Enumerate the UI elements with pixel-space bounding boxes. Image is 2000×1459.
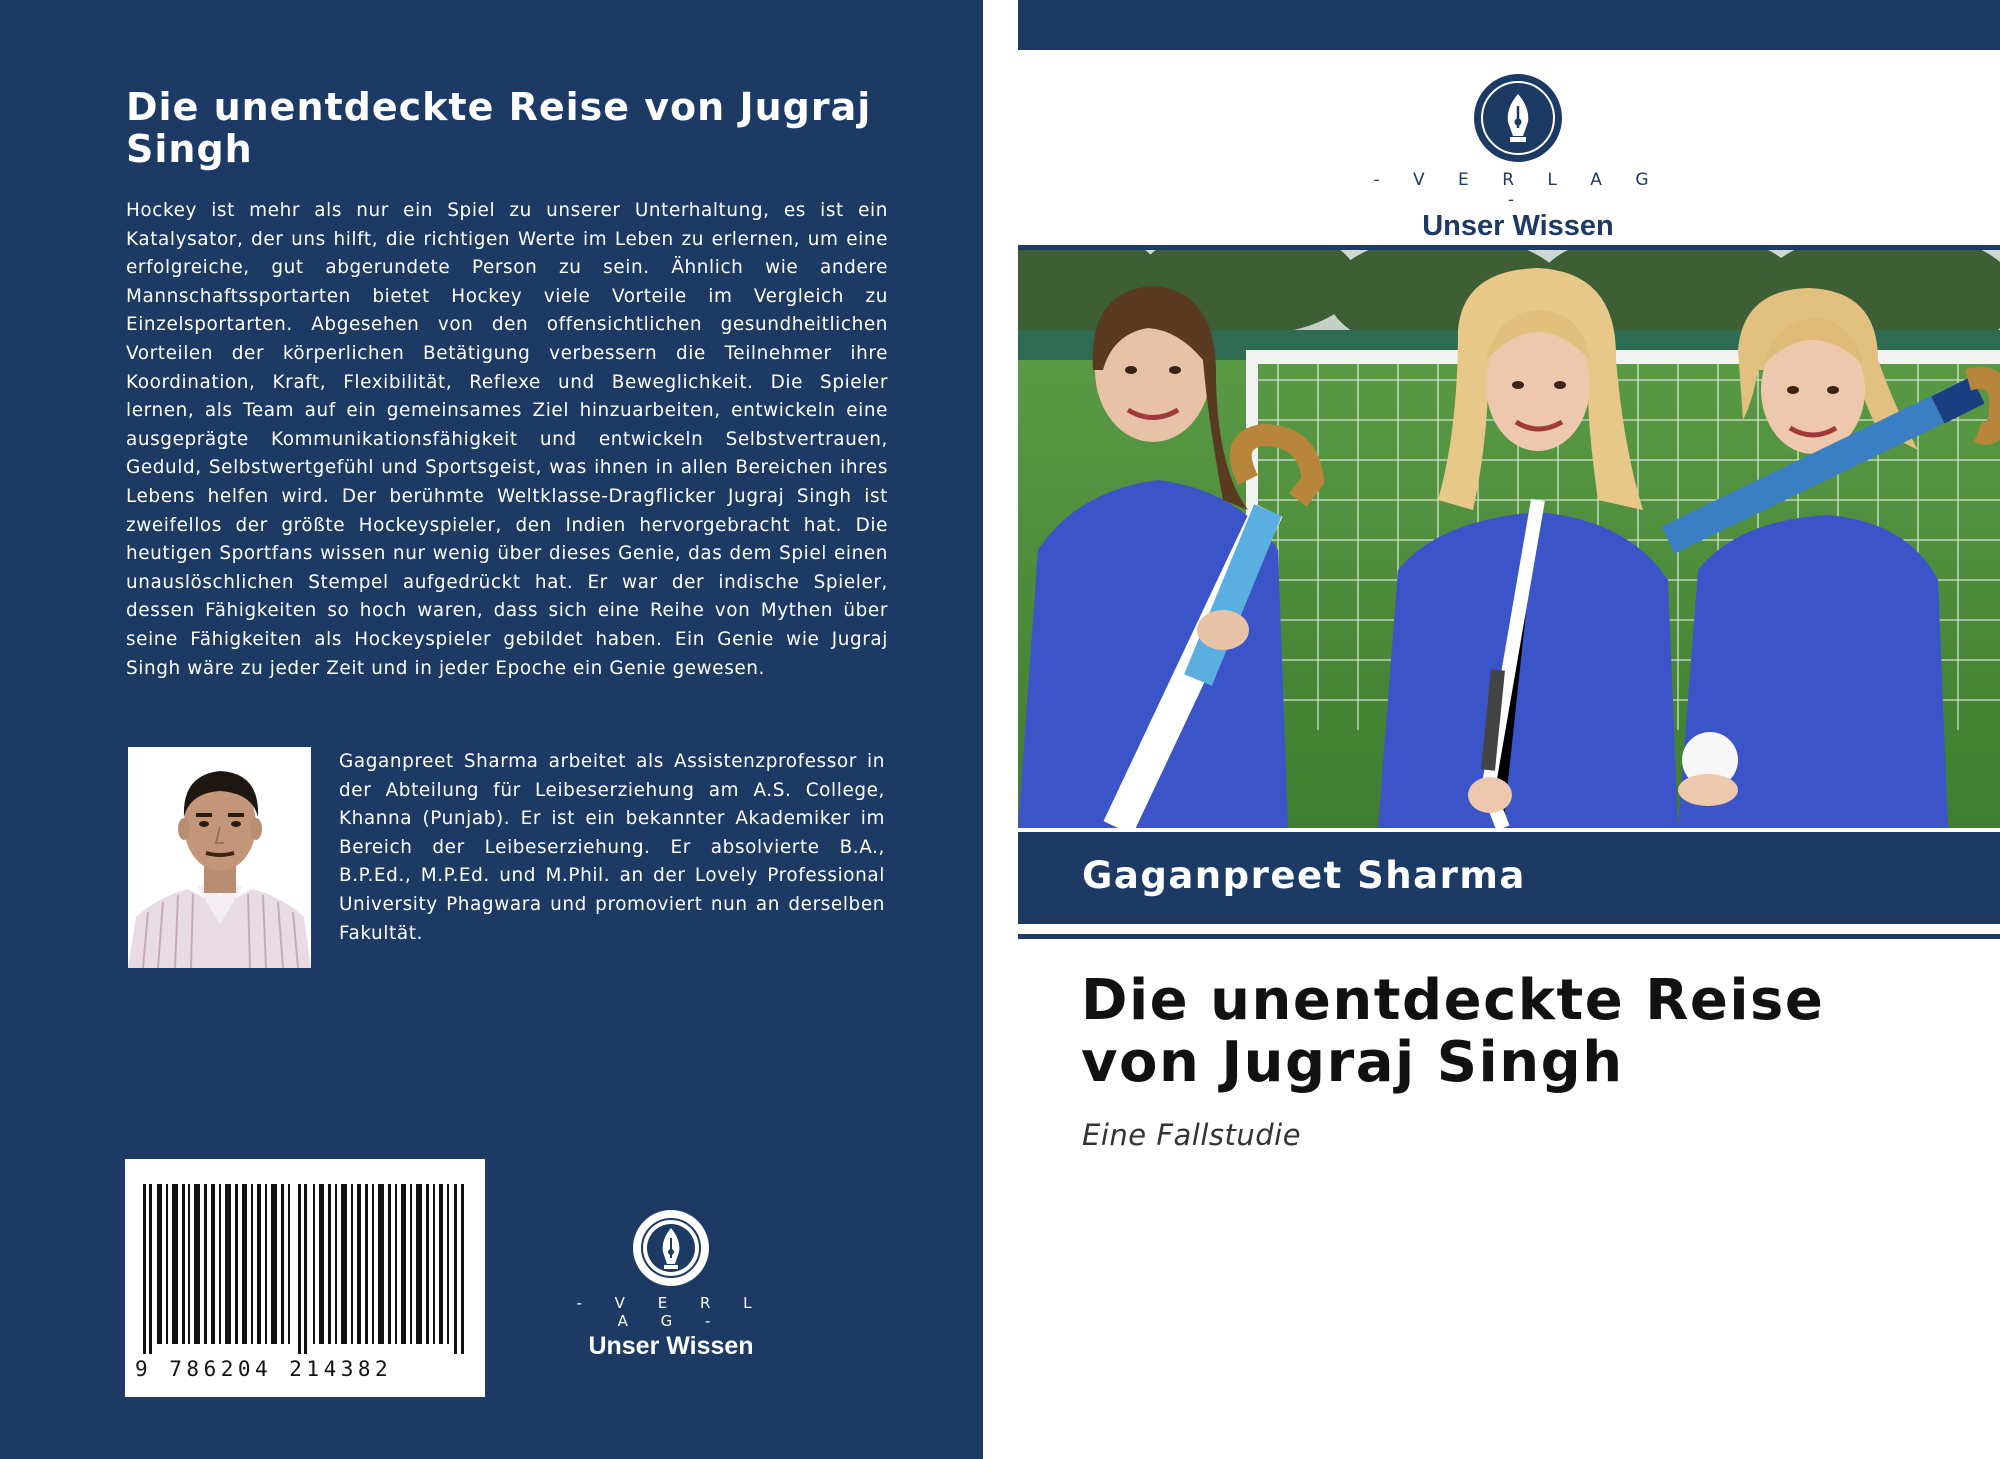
front-logo-brand: Unser Wissen <box>1422 210 1614 242</box>
back-cover-blurb: Hockey ist mehr als nur ein Spiel zu unserer Unterhaltung, es ist ein Katalysator, der uns hilft, die richtigen Werte im Leben zu erlernen, um eine erfolgreiche, gut abgerundete Person zu sein. Ähnlich wie andere Mannschaftssportarten bietet Hockey viele Vorteile im Vergleich zu Einzelsportarten. Abgesehen von den offensichtlichen gesundheitlichen Vorteilen der körperlichen Betätigung verbessern die Teilnehmer ihre Koordination, Kraft, Flexibilität, Reflexe und Beweglichkeit. Die Spieler lernen, als Team auf ein gemeinsames Ziel hinzuarbeiten, entwickeln eine ausgeprägte Kommunikationsfähigkeit und entwickeln Selbstvertrauen, Geduld, Selbstwertgefühl und Sportsgeist, was ihnen in allen Bereichen ihres Lebens helfen wird. Der berühmte Weltklasse-Dragflicker Jugraj Singh ist zweifellos der größte Hockeyspieler, den Indien hervorgebracht hat. Die heutigen Sportfans wissen nur wenig über dieses Genie, das dem Spiel einen unauslöschlichen Stempel aufgedrückt hat. Er war der indische Spieler, dessen Fähigkeiten so hoch waren, dass sich eine Reihe von Mythen über seine Fähigkeiten als Hockeyspieler gebildet haben. Ein Genie wie Jugraj Singh wäre zu jeder Zeit und in jeder Epoche ein Genie gewesen. <box>126 200 888 679</box>
author-bio: Gaganpreet Sharma arbeitet als Assistenzprofessor in der Abteilung für Leibeserziehung am A.S. College, Khanna (Punjab). Er ist ein bekannter Akademiker im Bereich der Leibeserziehung. Er absolvierte B.A., B.P.Ed., M.P.Ed. und M.Phil. an der Lovely Professional University Phagwara und promoviert nun an derselben Fakultät. <box>339 751 885 944</box>
author-band-rule <box>1018 934 2000 939</box>
front-cover <box>1018 0 2000 1459</box>
front-publisher-logo <box>1373 72 1663 242</box>
isbn-barcode <box>125 1159 485 1397</box>
front-top-bar <box>1018 0 2000 50</box>
front-cover-subtitle: Eine Fallstudie <box>1082 1118 1302 1152</box>
cover-photo-hockey-girls <box>1018 250 2000 828</box>
author-photo <box>128 747 311 968</box>
back-logo-brand: Unser Wissen <box>588 1332 754 1360</box>
barcode-bars <box>143 1184 467 1354</box>
fountain-pen-nib-icon <box>1472 72 1564 164</box>
back-publisher-logo <box>560 1208 782 1360</box>
fountain-pen-nib-icon <box>631 1208 711 1288</box>
isbn-digits: 9 786204 214382 <box>135 1357 393 1381</box>
back-cover-title: Die unentdeckte Reise von Jugraj Singh <box>126 85 872 171</box>
cover-photo-illustration <box>1018 250 2000 828</box>
back-cover <box>0 0 983 1459</box>
author-band <box>1018 832 2000 924</box>
spine-gap <box>983 0 1018 1459</box>
author-portrait-illustration <box>128 747 311 968</box>
front-author-name: Gaganpreet Sharma <box>1082 854 1526 897</box>
front-cover-title: Die unentdeckte Reise von Jugraj Singh <box>1081 968 1825 1095</box>
front-logo-verlag: - V E R L A G - <box>1373 170 1663 210</box>
back-logo-verlag: - V E R L A G - <box>576 1294 766 1330</box>
